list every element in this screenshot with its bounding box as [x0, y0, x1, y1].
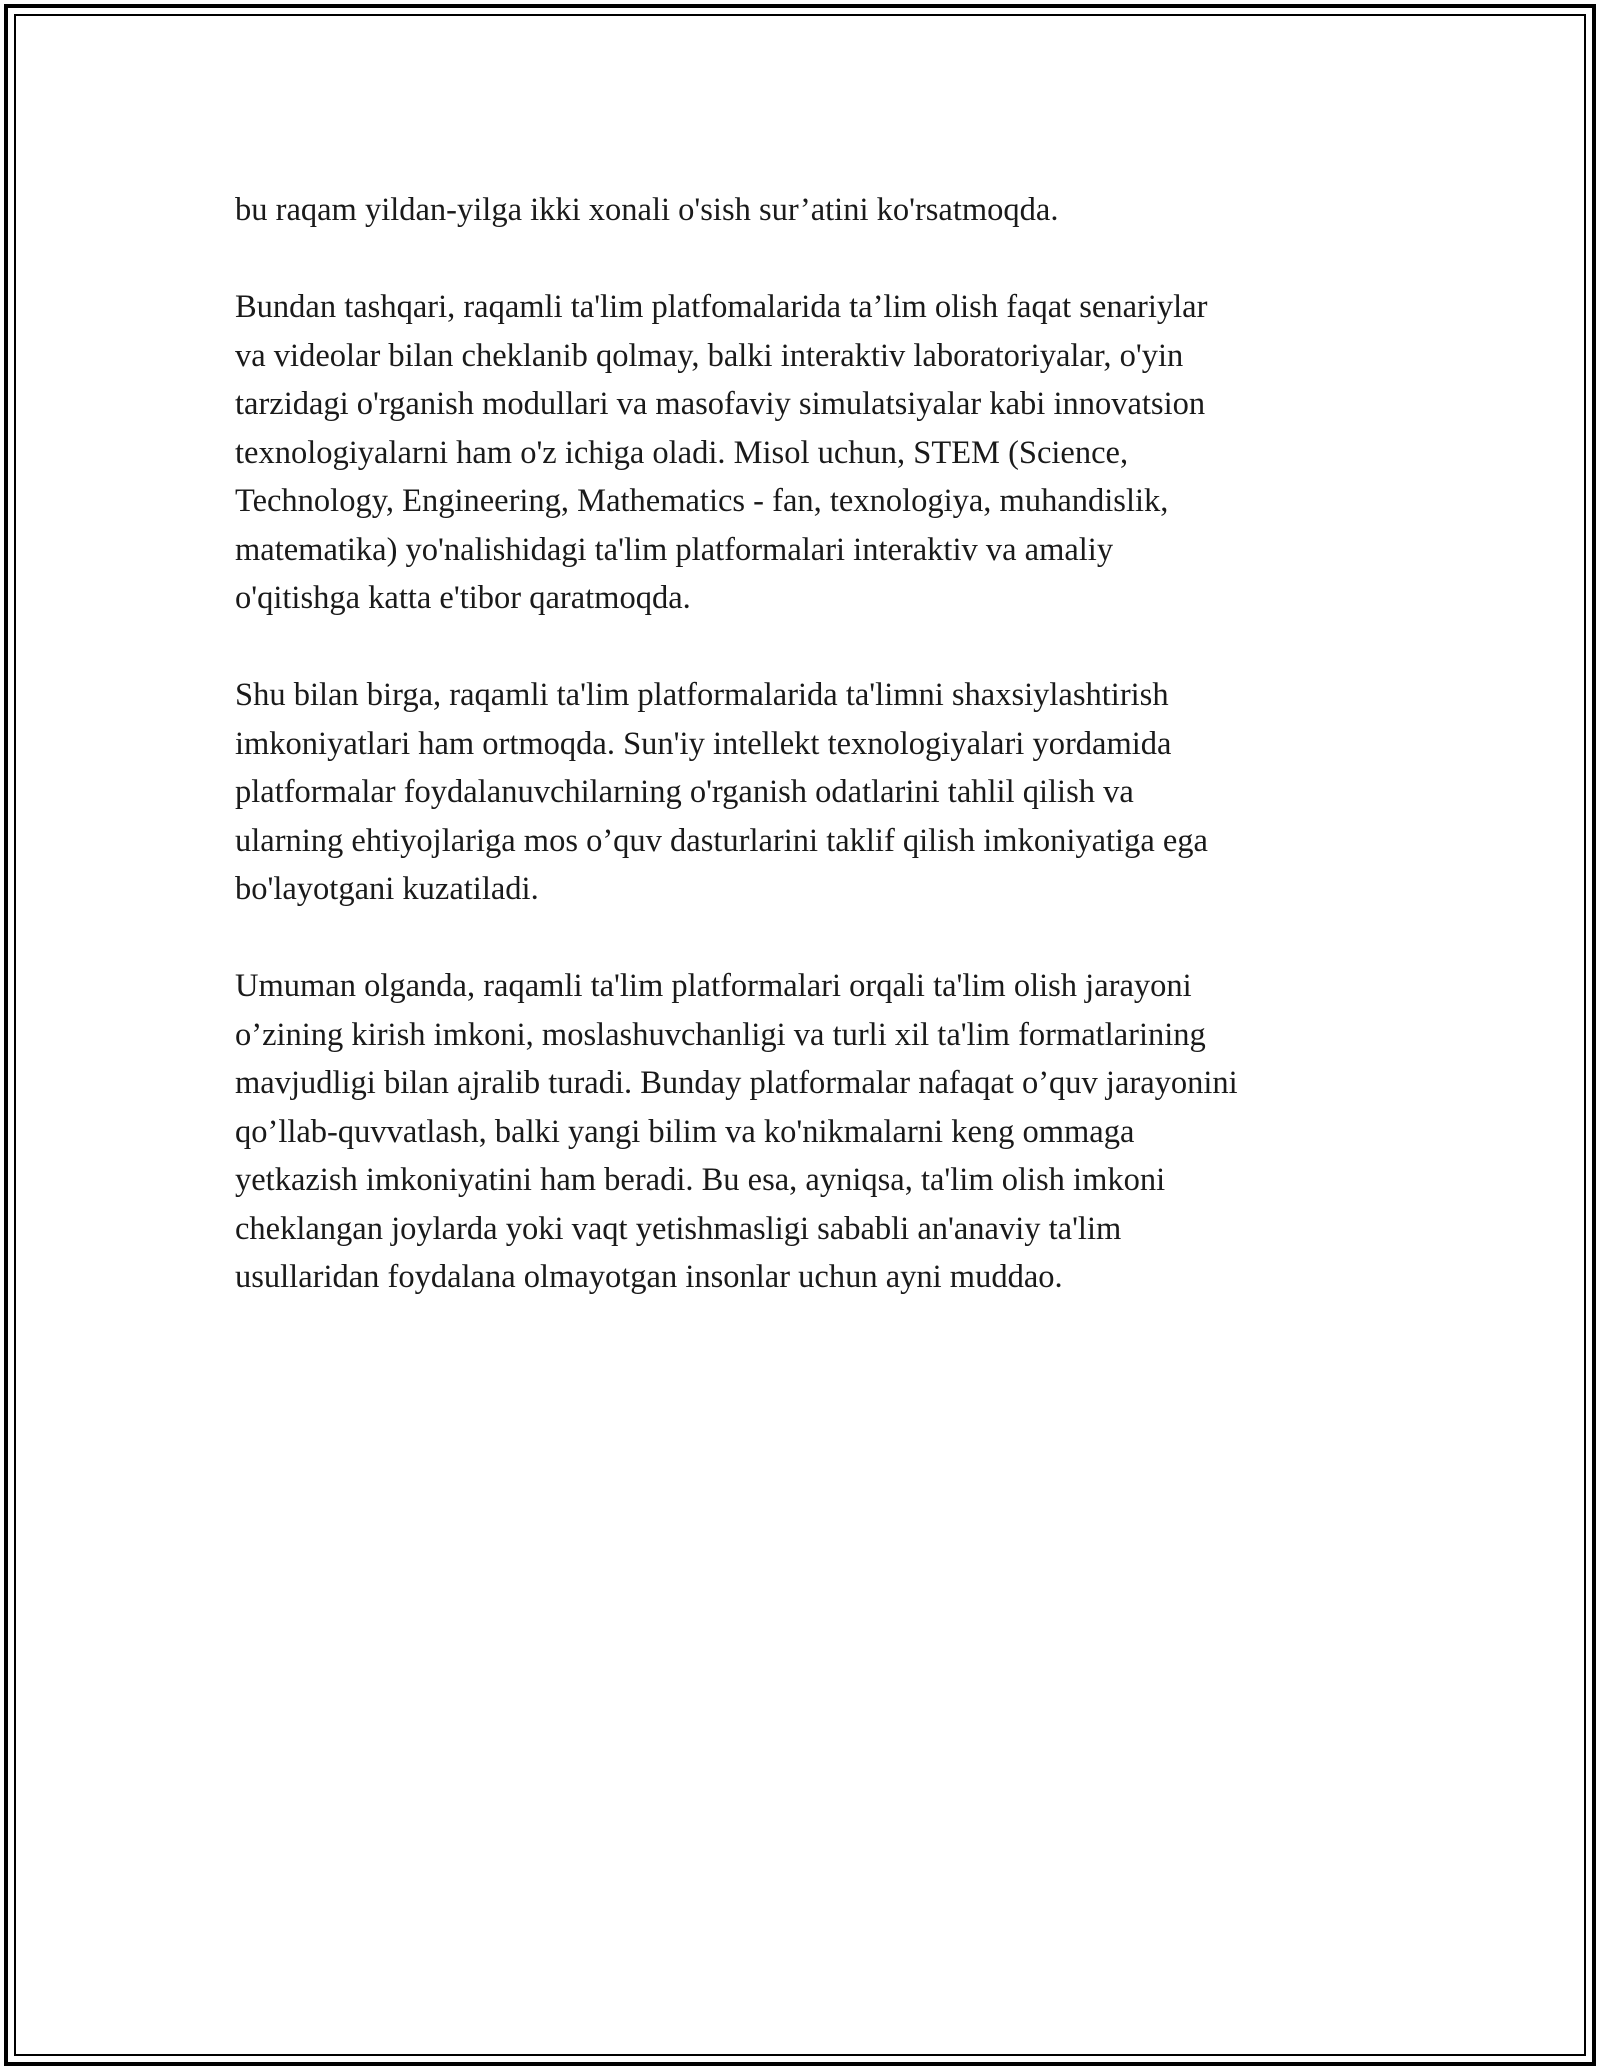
- paragraph-2: Bundan tashqari, raqamli ta'lim platfomalarida ta’lim olish faqat senariylar va videolar bilan cheklanib qolmay, balki interaktiv laboratoriyalar, o'yin tarzidagi o'rganish modullari va masofaviy simulatsiyalar kabi innovatsion texnologiyalarni ham o'z ichiga oladi. Misol uchun, STEM (Science, Technology, Engineering, Mathematics - fan, texnologiya, muhandislik, matematika) yo'nalishidagi ta'lim platformalari interaktiv va amaliy o'qitishga katta e'tibor qaratmoqda.: [235, 289, 1208, 616]
- paragraph-4: Umuman olganda, raqamli ta'lim platformalari orqali ta'lim olish jarayoni o’zining kirish imkoni, moslashuvchanligi va turli xil ta'lim formatlarining mavjudligi bilan ajralib turadi. Bunday platformalar nafaqat o’quv jarayonini qo’llab-quvvatlash, balki yangi bilim va ko'nikmalarni keng ommaga yetkazish imkoniyatini ham beradi. Bu esa, ayniqsa, ta'lim olish imkoni cheklangan joylarda yoki vaqt yetishmasligi sababli an'anaviy ta'lim usullaridan foydalana olmayotgan insonlar uchun ayni muddao.: [235, 968, 1238, 1295]
- paragraph-3: Shu bilan birga, raqamli ta'lim platformalarida ta'limni shaxsiylashtirish imkoniyatlari ham ortmoqda. Sun'iy intellekt texnologiyalari yordamida platformalar foydalanuvchilarning o'rganish odatlarini tahlil qilish va ularning ehtiyojlariga mos o’quv dasturlarini taklif qilish imkoniyatiga ega bo'layotgani kuzatiladi.: [235, 677, 1208, 907]
- paragraph-1: bu raqam yildan-yilga ikki xonali o'sish sur’atini ko'rsatmoqda.: [235, 192, 1059, 228]
- document-body: [235, 186, 1370, 1350]
